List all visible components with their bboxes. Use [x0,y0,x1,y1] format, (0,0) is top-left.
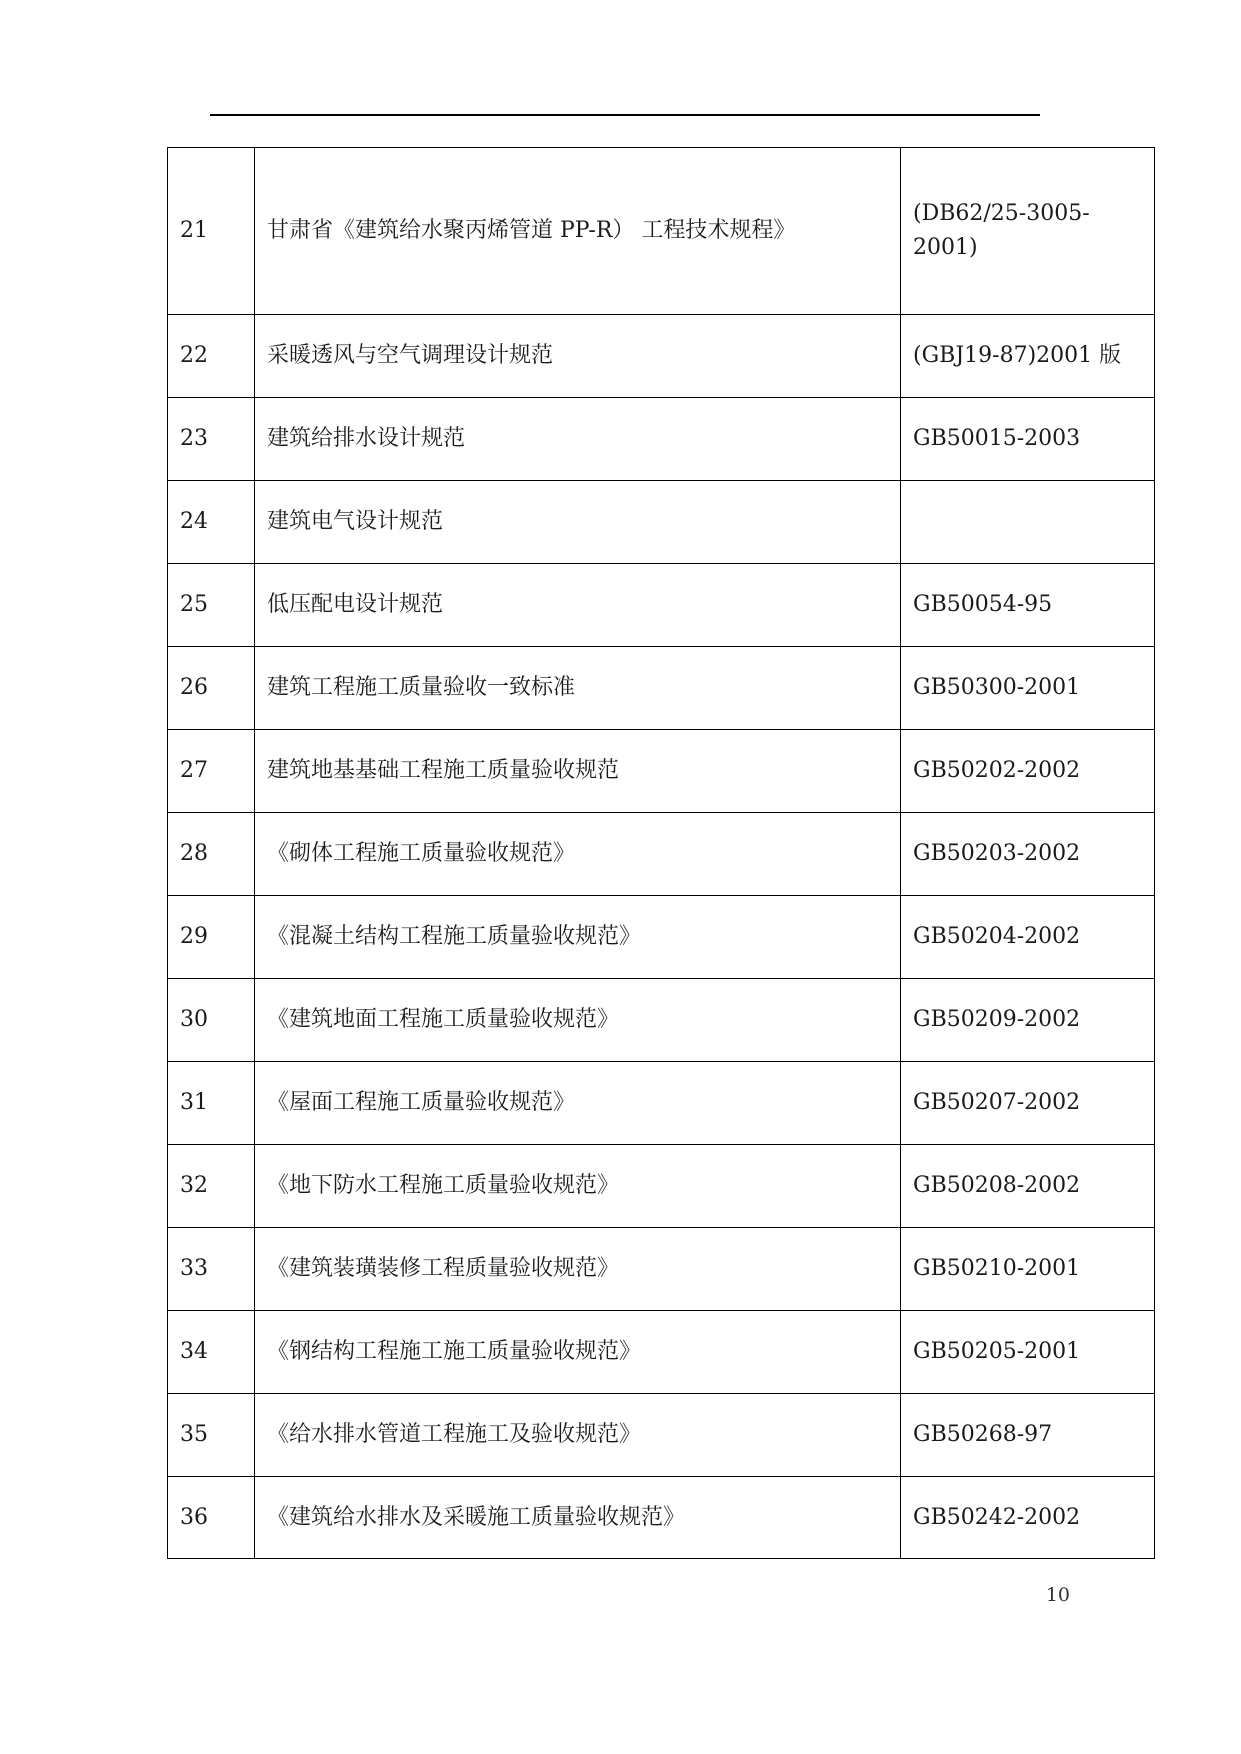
standard-name: 《混凝土结构工程施工质量验收规范》 [255,896,901,979]
row-number: 29 [168,896,255,979]
row-number: 23 [168,398,255,481]
row-number: 35 [168,1394,255,1477]
table-row [168,564,1155,647]
row-number: 36 [168,1477,255,1559]
table-row [168,481,1155,564]
standard-code: GB50015-2003 [901,398,1155,481]
row-number: 25 [168,564,255,647]
table-row [168,1228,1155,1311]
standard-name: 建筑地基基础工程施工质量验收规范 [255,730,901,813]
standard-name: 建筑电气设计规范 [255,481,901,564]
table-row [168,1062,1155,1145]
standard-code: GB50300-2001 [901,647,1155,730]
standard-name: 建筑工程施工质量验收一致标准 [255,647,901,730]
standard-name: 采暖透风与空气调理设计规范 [255,315,901,398]
row-number: 24 [168,481,255,564]
row-number: 21 [168,148,255,315]
table-row [168,813,1155,896]
standard-code: GB50210-2001 [901,1228,1155,1311]
table-row [168,1477,1155,1559]
table-row [168,315,1155,398]
standard-name: 《建筑装璜装修工程质量验收规范》 [255,1228,901,1311]
row-number: 28 [168,813,255,896]
row-number: 34 [168,1311,255,1394]
standard-name: 《钢结构工程施工施工质量验收规范》 [255,1311,901,1394]
row-number: 22 [168,315,255,398]
standard-name: 《给水排水管道工程施工及验收规范》 [255,1394,901,1477]
standard-name: 《建筑给水排水及采暖施工质量验收规范》 [255,1477,901,1559]
table-row [168,148,1155,315]
standard-code: GB50054-95 [901,564,1155,647]
row-number: 31 [168,1062,255,1145]
standard-name: 《建筑地面工程施工质量验收规范》 [255,979,901,1062]
standard-code: GB50203-2002 [901,813,1155,896]
row-number: 32 [168,1145,255,1228]
header-rule [210,114,1040,116]
standard-code: GB50242-2002 [901,1477,1155,1559]
row-number: 27 [168,730,255,813]
row-number: 30 [168,979,255,1062]
row-number: 33 [168,1228,255,1311]
standards-table [167,147,1155,1559]
standard-name: 《地下防水工程施工质量验收规范》 [255,1145,901,1228]
standard-code: (GBJ19-87)2001 版 [901,315,1155,398]
table-row [168,1311,1155,1394]
table-row [168,647,1155,730]
table-row [168,1145,1155,1228]
standard-code: (DB62/25-3005-2001) [901,148,1155,315]
page-number: 10 [1045,1584,1070,1606]
table-row [168,398,1155,481]
standard-code: GB50207-2002 [901,1062,1155,1145]
row-number: 26 [168,647,255,730]
standard-code: GB50202-2002 [901,730,1155,813]
standard-name: 低压配电设计规范 [255,564,901,647]
table-row [168,896,1155,979]
standard-code: GB50204-2002 [901,896,1155,979]
standard-code: GB50205-2001 [901,1311,1155,1394]
standard-name: 建筑给排水设计规范 [255,398,901,481]
standard-name: 《砌体工程施工质量验收规范》 [255,813,901,896]
standard-code [901,481,1155,564]
standard-code: GB50208-2002 [901,1145,1155,1228]
standard-code: GB50268-97 [901,1394,1155,1477]
table-row [168,979,1155,1062]
table-row [168,1394,1155,1477]
table-row [168,730,1155,813]
standard-name: 甘肃省《建筑给水聚丙烯管道 PP-R） 工程技术规程》 [255,148,901,315]
standard-code: GB50209-2002 [901,979,1155,1062]
standard-name: 《屋面工程施工质量验收规范》 [255,1062,901,1145]
